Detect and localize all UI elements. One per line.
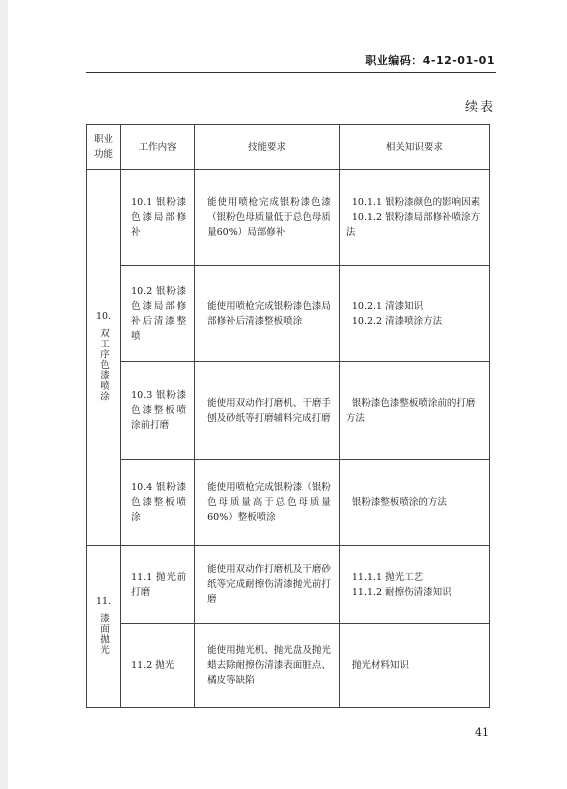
skills-table (86, 124, 490, 708)
function-number: 10. (96, 310, 112, 322)
skill-cell: 能使用双动作打磨机、干磨手刨及砂纸等打磨辅料完成打磨 (195, 362, 340, 460)
knowledge-cell (339, 624, 489, 708)
table-row (87, 624, 490, 708)
knowledge-line: 10.1.1 银粉漆颜色的影响因素 (351, 197, 481, 208)
knowledge-line: 10.1.2 银粉漆局部修补喷涂方法 (345, 212, 481, 238)
knowledge-cell (339, 170, 489, 266)
knowledge-line: 银粉漆色漆整板喷涂前的打磨方法 (345, 397, 476, 424)
table-header-row (87, 125, 490, 170)
knowledge-cell (339, 362, 489, 460)
col-header-knowledge-requirements: 相关知识要求 (339, 125, 489, 170)
function-name: 漆面抛光 (98, 612, 110, 655)
work-content-cell: 10.3 银粉漆色漆整板喷涂前打磨 (121, 362, 195, 460)
table-row (87, 460, 490, 546)
col-header-work-content: 工作内容 (121, 125, 195, 170)
function-number: 11. (96, 595, 112, 607)
knowledge-line: 11.1.1 抛光工艺 (351, 571, 424, 583)
skill-cell: 能使用喷枪完成银粉漆色漆局部修补后清漆整板喷涂 (195, 266, 340, 362)
knowledge-line: 10.2.2 清漆喷涂方法 (351, 315, 443, 327)
header-rule (86, 72, 496, 73)
work-content-cell: 10.1 银粉漆色漆局部修补 (121, 170, 195, 266)
work-content-cell: 11.2 抛光 (121, 624, 195, 708)
page-number: 41 (475, 726, 489, 739)
table-row (87, 546, 490, 624)
occupation-code: 职业编码：4-12-01-01 (365, 54, 495, 67)
page-binding-edge (0, 0, 8, 789)
function-name: 双工序色漆喷涂 (98, 327, 110, 402)
skill-cell: 能使用抛光机、抛光盘及抛光蜡去除耐擦伤清漆表面脏点、橘皮等缺陷 (195, 624, 340, 708)
knowledge-cell (339, 266, 489, 362)
function-cell (87, 546, 121, 708)
table-row (87, 362, 490, 460)
col-header-function: 职业 功能 (87, 125, 121, 170)
work-content-cell: 10.4 银粉漆色漆整板喷涂 (121, 460, 195, 546)
work-content-cell: 10.2 银粉漆色漆局部修补后清漆整喷 (121, 266, 195, 362)
skill-cell: 能使用双动作打磨机及干磨砂纸等完成耐擦伤清漆抛光前打磨 (195, 546, 340, 624)
knowledge-cell (339, 460, 489, 546)
col-header-skill-requirements: 技能要求 (195, 125, 340, 170)
continued-label: 续表 (464, 100, 495, 115)
knowledge-line: 抛光材料知识 (351, 660, 409, 671)
knowledge-cell (339, 546, 489, 624)
function-cell (87, 170, 121, 546)
table-row (87, 170, 490, 266)
table-row (87, 266, 490, 362)
knowledge-line: 11.1.2 耐擦伤清漆知识 (351, 586, 452, 598)
work-content-cell: 11.1 抛光前打磨 (121, 546, 195, 624)
skill-cell: 能使用喷枪完成银粉漆（银粉色母质量高于总色母质量60%）整板喷涂 (195, 460, 340, 546)
knowledge-line: 银粉漆整板喷涂的方法 (351, 497, 447, 508)
knowledge-line: 10.2.1 清漆知识 (351, 300, 424, 312)
skill-cell: 能使用喷枪完成银粉漆色漆（银粉色母质量低于总色母质量60%）局部修补 (195, 170, 340, 266)
